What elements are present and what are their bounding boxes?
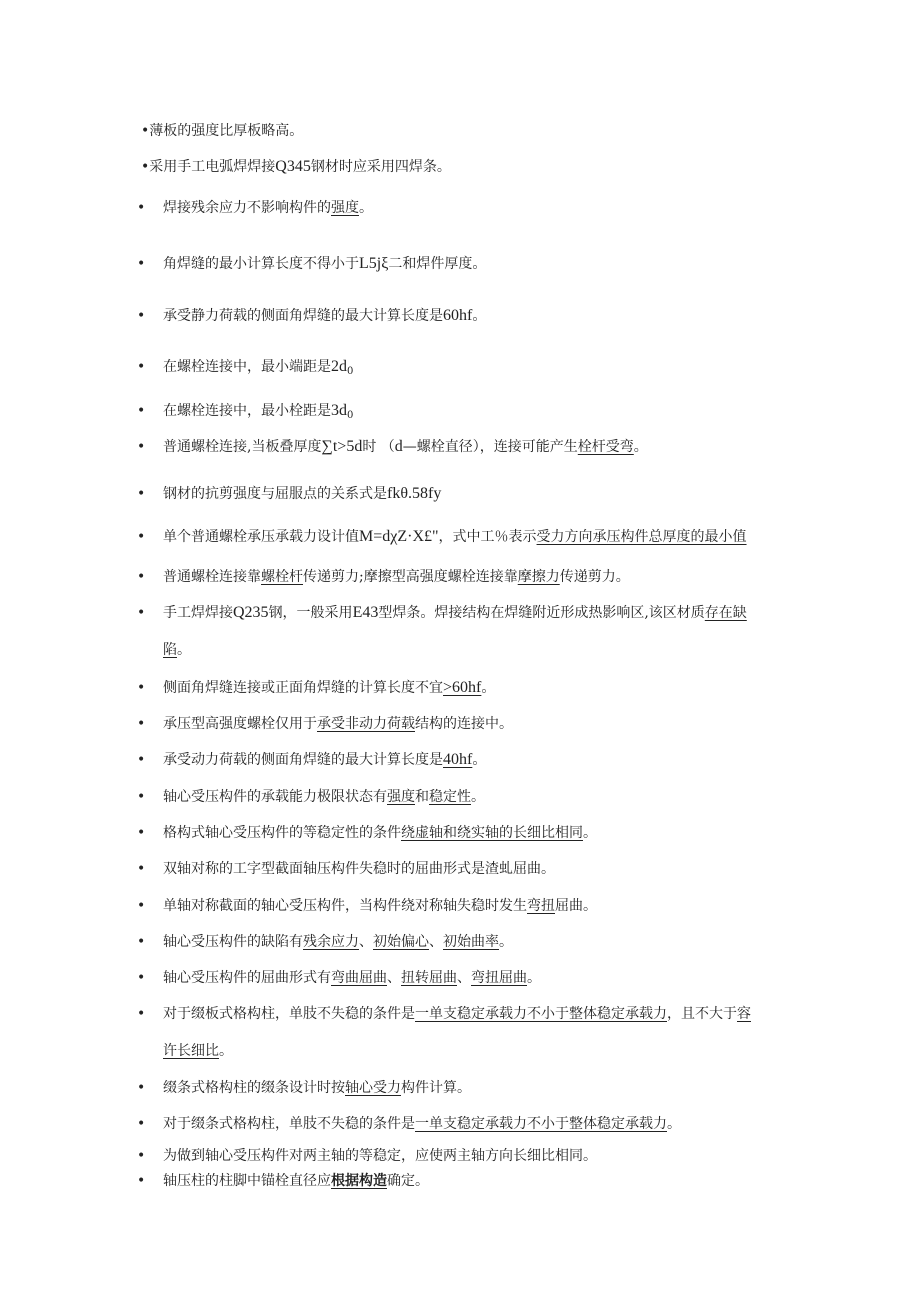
bullet-icon: • (137, 359, 146, 375)
bullet-icon: • (137, 605, 146, 621)
text-run: 承受静力荷载的侧面角焊缝的最大计算长度是 (163, 308, 443, 324)
text-run: 。 (667, 1116, 681, 1132)
item-text (163, 567, 630, 587)
text-run: 为做到轴心受压构件对两主轴的等稳定，应使两主轴方向长细比相同。 (163, 1148, 597, 1164)
text-run: 时 （ (362, 439, 395, 455)
bullet-icon: • (137, 1080, 146, 1096)
item-text (163, 750, 486, 770)
text-run: 型焊条。焊接结构在焊缝附近形成热影响区,该区材质 (378, 605, 705, 621)
underlined-answer: 扭转屈曲 (401, 970, 457, 986)
item-text (163, 678, 495, 698)
underlined-answer: 绕虚轴和绕实轴的长细比相同 (401, 825, 583, 841)
item-text (163, 527, 747, 547)
text-run: 钢材时应采用四焊条。 (310, 159, 451, 175)
item-text (163, 484, 441, 504)
text-run: 传递剪力。 (559, 569, 630, 585)
text-run: 、 (387, 970, 401, 986)
bullet-icon: • (137, 716, 146, 732)
text-run: 缀条式格构柱的缀条设计时按 (163, 1080, 345, 1096)
underlined-answer: 弯曲屈曲 (331, 970, 387, 986)
text-run: 。 (472, 308, 487, 324)
text-run: M=dχZ·X£" (359, 528, 439, 545)
text-run: 屈曲。 (555, 898, 597, 914)
item-text (163, 603, 747, 623)
text-run: •采用手工电弧焊焊接 (141, 159, 276, 175)
item-text (163, 1171, 429, 1191)
item-text (163, 1146, 597, 1166)
underlined-answer: 初始曲率 (443, 934, 499, 950)
text-run: 0 (347, 410, 354, 421)
bullet-icon: • (137, 439, 146, 455)
bullet-icon: • (137, 825, 146, 841)
item-text (141, 121, 303, 141)
item-text (163, 1004, 751, 1024)
text-run: 二和焊件厚度。 (388, 256, 487, 272)
text-run: E43 (352, 604, 379, 621)
underlined-answer: 弯扭 (527, 898, 555, 914)
text-run: 。 (481, 680, 496, 696)
text-run: 普通螺栓连接,当板叠厚度 (163, 439, 322, 455)
text-run: 轴心受压构件的缺陷有 (163, 934, 303, 950)
text-run: 钢材的抗剪强度与屈服点的关系式是 (163, 486, 387, 502)
underlined-answer: >60hf (443, 679, 482, 696)
text-run: 钢，一般采用 (268, 605, 353, 621)
item-text (163, 714, 513, 734)
item-text (163, 968, 541, 988)
underlined-answer: 一单支稳定承载力不小于整体稳定承载力 (415, 1006, 667, 1022)
underlined-answer: 40hf (443, 751, 473, 768)
underlined-answer: 存在缺 (704, 605, 747, 621)
item-text (163, 787, 485, 807)
text-run: Q345 (275, 158, 311, 175)
text-run: 。 (472, 752, 487, 768)
text-run: —螺栓直径），连接可能产生 (402, 439, 578, 455)
text-run: 和 (415, 789, 429, 805)
text-run: 。 (219, 1043, 233, 1059)
text-run: 角焊缝的最小计算长度不得小于 (163, 256, 359, 272)
text-run: 单轴对称截面的轴心受压构件，当构件绕对称轴失稳时发生 (163, 898, 527, 914)
bullet-icon: • (137, 1173, 146, 1189)
item-text (163, 896, 597, 916)
text-run: 。 (499, 934, 513, 950)
text-run: 。 (471, 789, 485, 805)
item-text (163, 254, 486, 274)
text-run: 侧面角焊缝连接或正面角焊缝的计算长度不宜 (163, 680, 443, 696)
text-run: 构件计算。 (401, 1080, 471, 1096)
item-text (163, 823, 597, 843)
bullet-icon: • (137, 970, 146, 986)
text-run: •薄板的强度比厚板略高。 (141, 123, 304, 139)
text-run: Q235 (233, 604, 269, 621)
bullet-icon: • (137, 789, 146, 805)
underlined-answer: 一单支稳定承载力不小于整体稳定承载力 (415, 1116, 667, 1132)
bullet-icon: • (137, 256, 146, 272)
text-run: 单个普通螺栓承压承载力设计值 (163, 529, 359, 545)
text-run: 。 (527, 970, 541, 986)
text-run: 0 (347, 366, 354, 377)
underlined-answer: 强度 (331, 200, 359, 216)
item-text (163, 306, 486, 326)
item-text-continued (163, 640, 191, 660)
text-run: 3d (331, 402, 347, 419)
bullet-icon: • (137, 752, 146, 768)
text-run: 、 (359, 934, 373, 950)
bullet-icon: • (137, 680, 146, 696)
underlined-answer: 轴心受力 (345, 1080, 401, 1096)
text-run: 。 (359, 200, 373, 216)
underlined-answer: 受力方向承压构件总厚度的最小值 (536, 529, 747, 545)
underlined-answer: 承受非动力荷载 (317, 716, 415, 732)
text-run: 对于缀板式格构柱，单肢不失稳的条件是 (163, 1006, 415, 1022)
underlined-answer: 稳定性 (429, 789, 471, 805)
text-run: 。 (177, 642, 191, 658)
text-run: 手工焊焊接 (163, 605, 233, 621)
bullet-icon: • (137, 486, 146, 502)
item-text (163, 1078, 471, 1098)
text-run: ∑t>5d (321, 438, 363, 455)
underlined-answer: 螺栓杆 (261, 569, 303, 585)
bullet-icon: • (137, 1006, 146, 1022)
underlined-answer: 弯扭屈曲 (471, 970, 527, 986)
underlined-answer: 容 (737, 1006, 751, 1022)
text-run: 双轴对称的工字型截面轴压构件失稳时的屈曲形式是渣虬屈曲。 (163, 861, 555, 877)
item-text (163, 357, 353, 382)
underlined-answer: 强度 (387, 789, 415, 805)
text-run: 轴心受压构件的屈曲形式有 (163, 970, 331, 986)
bullet-icon: • (137, 529, 146, 545)
item-text (163, 1114, 681, 1134)
item-text-continued (163, 1041, 233, 1061)
bullet-icon: • (137, 403, 146, 419)
bullet-icon: • (137, 308, 146, 324)
underlined-answer: 许长细比 (163, 1043, 219, 1059)
text-run: 承压型高强度螺栓仅用于 (163, 716, 317, 732)
bullet-icon: • (137, 1148, 146, 1164)
text-run: 轴心受压构件的承载能力极限状态有 (163, 789, 387, 805)
bullet-icon: • (137, 200, 146, 216)
text-run: 传递剪力;摩擦型高强度螺栓连接靠 (303, 569, 518, 585)
text-run: 、 (429, 934, 443, 950)
underlined-answer: 陷 (163, 642, 177, 658)
text-run: 在螺栓连接中，最小栓距是 (163, 403, 331, 419)
text-run: ，式中工％表示 (438, 529, 537, 545)
bullet-icon: • (137, 861, 146, 877)
item-text (163, 401, 353, 426)
bullet-icon: • (137, 934, 146, 950)
text-run: L5jξ (359, 255, 389, 272)
text-run: d (394, 438, 403, 455)
text-run: 在螺栓连接中，最小端距是 (163, 359, 331, 375)
text-run: 。 (583, 825, 597, 841)
text-run: 确定。 (387, 1173, 429, 1189)
underlined-answer: 初始偏心 (373, 934, 429, 950)
text-run: 轴压柱的柱脚中锚栓直径应 (163, 1173, 331, 1189)
text-run: 格构式轴心受压构件的等稳定性的条件 (163, 825, 401, 841)
bullet-icon: • (137, 1116, 146, 1132)
text-run: 。 (633, 439, 648, 455)
text-run: 2d (331, 358, 347, 375)
text-run: 对于缀条式格构柱，单肢不失稳的条件是 (163, 1116, 415, 1132)
item-text (163, 198, 373, 218)
text-run: 承受动力荷载的侧面角焊缝的最大计算长度是 (163, 752, 443, 768)
underlined-answer: 栓杆受弯 (577, 439, 634, 455)
item-text (163, 932, 513, 952)
text-run: 结构的连接中。 (415, 716, 513, 732)
item-text (163, 859, 555, 879)
underlined-answer: 残余应力 (303, 934, 359, 950)
underlined-answer: 摩擦力 (517, 569, 560, 585)
text-run: 普通螺栓连接靠 (163, 569, 261, 585)
underlined-answer: 根据构造 (331, 1173, 387, 1189)
item-text (141, 157, 451, 177)
text-run: 焊接残余应力不影响构件的 (163, 200, 331, 216)
bullet-icon: • (137, 898, 146, 914)
text-run: 、 (457, 970, 471, 986)
bullet-icon: • (137, 569, 146, 585)
text-run: 60hf (443, 307, 473, 324)
item-text (163, 437, 648, 457)
text-run: ，且不大于 (667, 1006, 737, 1022)
text-run: fkθ.58fy (387, 485, 442, 502)
